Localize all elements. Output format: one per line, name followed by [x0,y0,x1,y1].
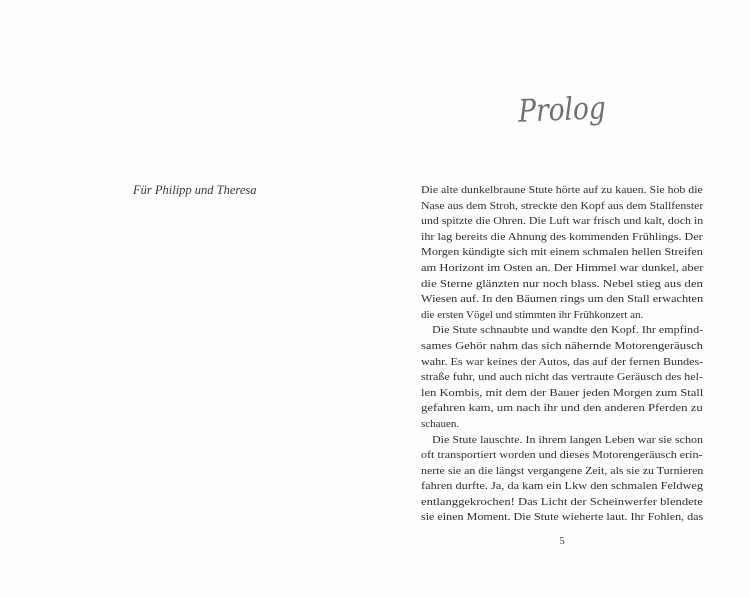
text-line: sames Gehör nahm das sich nähernde Motorengeräusch [421,339,703,352]
text-line: oft transportiert worden und dieses Motorengeräusch erin- [421,449,703,462]
text-line: Nase aus dem Stroh, streckte den Kopf aus dem Stallfenster [421,199,704,212]
text-line: gefahren kam, um nach ihr und den anderen Pferden zu [421,402,703,415]
chapter-heading: Prolog [517,90,607,130]
text-line: und spitzte die Ohren. Die Luft war frisch und kalt, doch in [421,215,704,228]
text-line: schauen. [421,417,460,430]
text-line: nerte sie an die längst vergangene Zeit, als sie zu Turnieren [421,464,704,477]
text-line: len Kombis, mit dem der Bauer jeden Morgen zum Stall [421,386,704,399]
dedication-text: Für Philipp und Theresa [133,183,257,197]
text-line: die ersten Vögel und stimmten ihr Frühkonzert an. [421,308,644,321]
text-line: entlanggekrochen! Das Licht der Scheinwerfer blendete [421,495,703,508]
text-line: fahren durfte. Ja, da kam ein Lkw den schmalen Feldweg [421,480,703,493]
page-number: 5 [559,535,565,547]
text-line: Die alte dunkelbraune Stute hörte auf zu kauen. Sie hob die [421,184,703,196]
text-line: Morgen kündigte sich mit einem schmalen hellen Streifen [421,246,703,259]
text-line: Die Stute lauschte. In ihrem langen Leben war sie schon [432,433,704,446]
text-line: Wiesen auf. In den Bäumen rings um den Stall erwachten [421,293,704,306]
text-line: Die Stute schnaubte und wandte den Kopf. Ihr empfind- [432,324,704,337]
body-text [421,183,703,526]
text-line: ihr lag bereits die Ahnung des kommenden Frühlings. Der [421,230,703,243]
text-line: straße fuhr, und auch nicht das vertraute Geräusch des hel- [421,371,703,384]
text-line: die Sterne glänzten nur noch blass. Nebel stieg aus den [421,277,703,290]
text-line: sie einen Moment. Die Stute wieherte laut. Ihr Fohlen, das [421,511,704,524]
text-line: am Horizont im Osten an. Der Himmel war dunkel, aber [421,261,704,274]
text-line: wahr. Es war keines der Autos, das auf der fernen Bundes- [421,355,704,368]
